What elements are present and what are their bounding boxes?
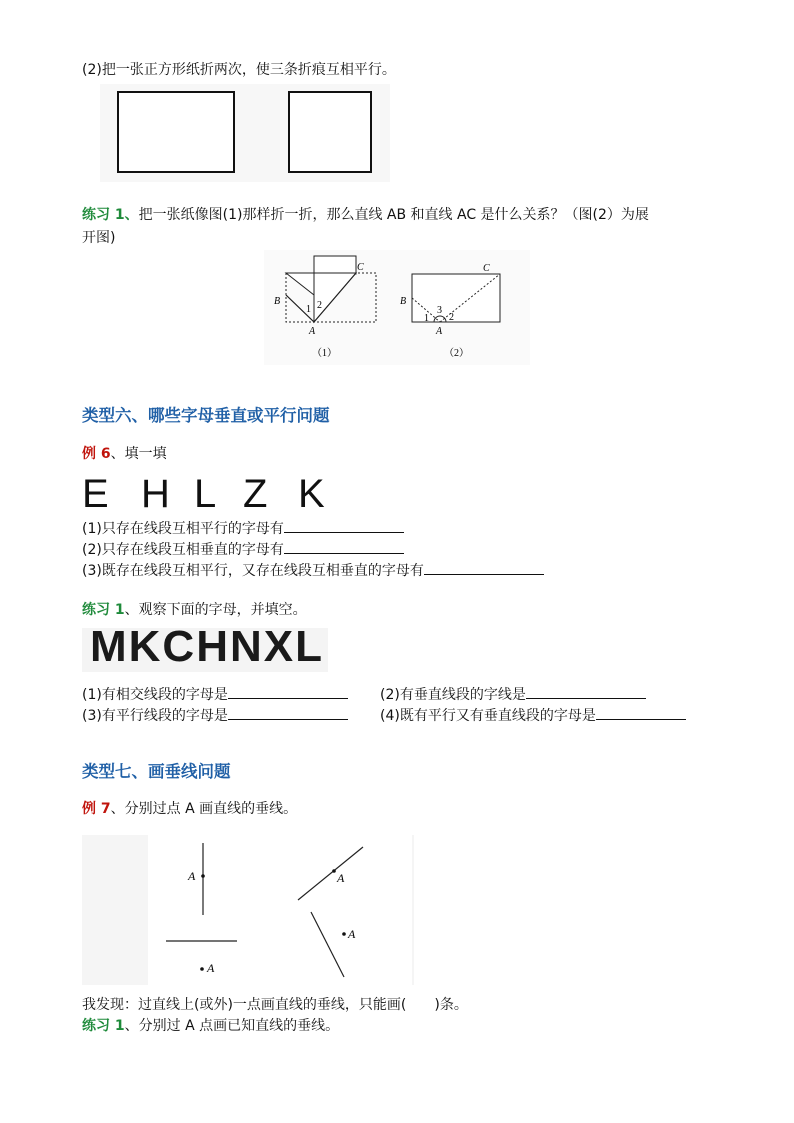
practice-1-line2: 开图) — [82, 230, 116, 246]
label-A-3: A — [337, 871, 345, 885]
point-A-4 — [342, 932, 346, 936]
label-1: 1 — [424, 313, 429, 324]
square-1 — [118, 92, 234, 172]
q1-blank[interactable] — [284, 518, 404, 533]
label-C: C — [483, 263, 490, 274]
example-6-q3 — [82, 560, 544, 580]
practice-6-line — [82, 601, 307, 619]
p4-blank[interactable] — [596, 705, 686, 720]
p1-blank[interactable] — [228, 684, 348, 699]
practice-6-text: 、观察下面的字母，并填空。 — [124, 602, 307, 618]
q3-blank[interactable] — [424, 560, 544, 575]
practice-7-line — [82, 1017, 339, 1035]
point-A-2 — [200, 967, 204, 971]
example-6-q2 — [82, 539, 404, 559]
discover-text: 我发现：过直线上(或外)一点画直线的垂线，只能画( )条。 — [82, 997, 468, 1013]
q2-blank[interactable] — [284, 539, 404, 554]
label-B: B — [274, 296, 281, 307]
caption-1: （1） — [312, 348, 337, 359]
perpendicular-figure — [82, 835, 414, 987]
practice-1-line1 — [82, 206, 649, 224]
p4-text: (4)既有平行又有垂直线段的字母是 — [380, 708, 596, 724]
square-paper-figures — [100, 84, 400, 184]
q3-text: (3)既存在线段互相平行，又存在线段互相垂直的字母有 — [82, 563, 424, 579]
point-A-3 — [332, 869, 336, 873]
practice-6-prefix: 练习 1 — [82, 602, 125, 618]
label-C: C — [357, 262, 364, 273]
letter-H: H — [141, 472, 170, 516]
practice-1-text: 把一张纸像图(1)那样折一折，那么直线 AB 和直线 AC 是什么关系？（图(2）为展 — [138, 207, 649, 223]
type7-heading: 类型七、画垂线问题 — [82, 762, 231, 781]
q1-text: (1)只存在线段互相平行的字母有 — [82, 521, 284, 537]
letter-K: K — [298, 472, 325, 516]
example-6-line — [82, 445, 167, 463]
letter-E: E — [82, 472, 109, 516]
label-3: 3 — [437, 305, 442, 316]
label-A-4: A — [348, 927, 356, 941]
practice-6-p2 — [380, 684, 646, 704]
p2-blank[interactable] — [526, 684, 646, 699]
figure-panel — [148, 835, 412, 985]
practice-6-p4 — [380, 705, 686, 725]
example-6-text: 、填一填 — [110, 446, 167, 462]
p3-text: (3)有平行线段的字母是 — [82, 708, 228, 724]
p2-text: (2)有垂直线段的字线是 — [380, 687, 526, 703]
label-B: B — [400, 296, 407, 307]
letter-Z: Z — [243, 472, 268, 516]
example-7-text: 、分别过点 A 画直线的垂线。 — [110, 801, 298, 817]
label-A-1: A — [188, 869, 196, 883]
practice-7-prefix: 练习 1 — [82, 1018, 125, 1034]
practice-6-p3 — [82, 705, 348, 725]
practice-6-p1 — [82, 684, 348, 704]
label-2: 2 — [317, 300, 322, 311]
label-1: 1 — [306, 304, 311, 315]
folding-figures — [264, 250, 530, 366]
example-6-q1 — [82, 518, 404, 538]
label-2: 2 — [449, 312, 454, 323]
caption-2: （2） — [444, 348, 469, 359]
p1-text: (1)有相交线段的字母是 — [82, 687, 228, 703]
label-A: A — [436, 326, 443, 337]
example-7-prefix: 例 7 — [82, 801, 111, 817]
square-2 — [289, 92, 371, 172]
p3-blank[interactable] — [228, 705, 348, 720]
point-A-1 — [201, 874, 205, 878]
example-7-line — [82, 800, 297, 818]
label-A: A — [309, 326, 316, 337]
practice-1-prefix: 练习 1、 — [82, 207, 139, 223]
example-6-prefix: 例 6 — [82, 446, 111, 462]
letter-L: L — [194, 472, 217, 516]
letters-row-2: MKCHNXL — [90, 622, 324, 671]
practice-7-text: 、分别过 A 点画已知直线的垂线。 — [124, 1018, 340, 1034]
q2-text: (2)只存在线段互相垂直的字母有 — [82, 542, 284, 558]
type6-heading: 类型六、哪些字母垂直或平行问题 — [82, 406, 330, 425]
question-2-text: (2)把一张正方形纸折两次，使三条折痕互相平行。 — [82, 62, 396, 78]
label-A-2: A — [207, 961, 215, 975]
